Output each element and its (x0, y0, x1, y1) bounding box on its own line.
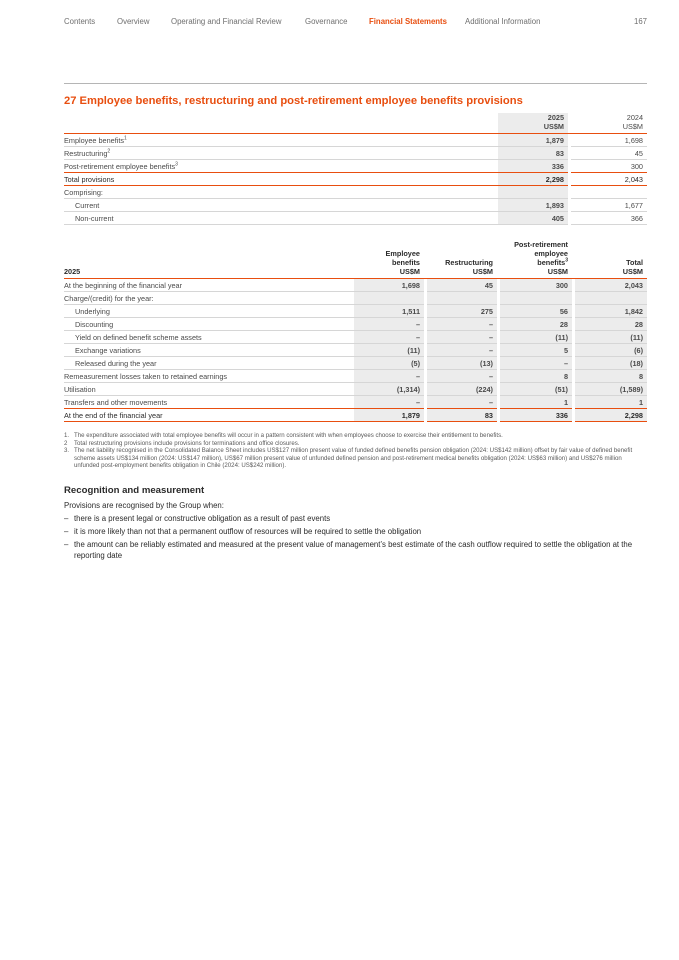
cell-employee-benefits: – (354, 318, 424, 331)
value-2025: 336 (498, 160, 568, 173)
value-2025: 1,893 (498, 199, 568, 212)
cell-restructuring: – (427, 396, 497, 409)
footnote-text: The expenditure associated with total employee benefits will occur in a pattern consistent with when employees choose to exercise their entitlement to benefits. (74, 432, 503, 439)
header-post-retirement: Post-retirement employee benefits$^3$ US$M (500, 240, 572, 279)
nav-operating-financial-review[interactable]: Operating and Financial Review (171, 17, 282, 26)
cell-employee-benefits: – (354, 396, 424, 409)
row-label: At the beginning of the financial year (64, 279, 354, 292)
table-row (64, 160, 647, 173)
cell-employee-benefits: (1,314) (354, 383, 424, 396)
cell-post-retirement: 5 (500, 344, 572, 357)
header-total: Total US$M (575, 240, 647, 279)
footnote-number: 3. (64, 447, 70, 455)
cell-restructuring: – (427, 318, 497, 331)
value-2025 (498, 186, 568, 199)
cell-restructuring: (13) (427, 357, 497, 370)
table1-header-2025: 2025 US$M (498, 113, 568, 134)
cell-employee-benefits: 1,511 (354, 305, 424, 318)
value-2024: 2,043 (571, 173, 647, 186)
table-row (64, 383, 647, 396)
total-row (64, 173, 647, 186)
cell-restructuring: (224) (427, 383, 497, 396)
cell-post-retirement: 28 (500, 318, 572, 331)
recognition-intro: Provisions are recognised by the Group when: (64, 501, 224, 510)
cell-restructuring: 45 (427, 279, 497, 292)
cell-post-retirement: 8 (500, 370, 572, 383)
nav-financial-statements[interactable]: Financial Statements (369, 17, 447, 26)
value-2025: 1,879 (498, 134, 568, 147)
cell-total: 2,298 (575, 409, 647, 422)
footnotes (64, 432, 647, 470)
value-2025: 405 (498, 212, 568, 225)
cell-restructuring: – (427, 331, 497, 344)
cell-employee-benefits: (5) (354, 357, 424, 370)
nav-contents[interactable]: Contents (64, 17, 96, 26)
table-row (64, 212, 647, 225)
cell-total: 2,043 (575, 279, 647, 292)
footnote-text: Total restructuring provisions include provisions for terminations and office closures. (74, 439, 300, 447)
footnote-number: 1. (64, 432, 70, 439)
recognition-heading: Recognition and measurement (64, 485, 205, 496)
row-label: Comprising: (64, 186, 498, 199)
table1-header-row (64, 113, 647, 134)
cell-employee-benefits (354, 292, 424, 305)
cell-total: (18) (575, 357, 647, 370)
row-label: Employee benefits$^1$ (64, 134, 498, 147)
table-row (64, 396, 647, 409)
cell-total: (1,589) (575, 383, 647, 396)
row-label: Released during the year (64, 357, 354, 370)
table1-header-blank (64, 113, 498, 134)
row-label: Restructuring$^2$ (64, 147, 498, 160)
row-label: Total provisions (64, 173, 498, 186)
bullet-dash: – (64, 514, 69, 523)
value-2024: 300 (571, 160, 647, 173)
cell-total (575, 292, 647, 305)
row-label: Discounting (64, 318, 354, 331)
header-employee-benefits: Employee benefits US$M (354, 240, 424, 279)
cell-employee-benefits: – (354, 370, 424, 383)
table-row (64, 199, 647, 212)
cell-post-retirement (500, 292, 572, 305)
cell-total: 8 (575, 370, 647, 383)
list-item-text: the amount can be reliably estimated and measured at the present value of management’s best estimate of the cash outflow required to settle the obligation at the reporting date (74, 540, 633, 560)
cell-total: (11) (575, 331, 647, 344)
page-number: 167 (633, 17, 647, 26)
cell-total: 1 (575, 396, 647, 409)
table-row (64, 186, 647, 199)
cell-employee-benefits: – (354, 331, 424, 344)
cell-total: 1,842 (575, 305, 647, 318)
row-label: Post-retirement employee benefits$^3$ (64, 160, 498, 173)
table-row (64, 357, 647, 370)
cell-restructuring: 83 (427, 409, 497, 422)
list-item (64, 526, 647, 537)
bullet-dash: – (64, 540, 69, 549)
value-2024: 1,698 (571, 134, 647, 147)
table-row (64, 318, 647, 331)
provisions-movement-table (64, 240, 647, 422)
section-title: 27 Employee benefits, restructuring and post-retirement employee benefits provisions (64, 95, 523, 107)
list-item-text: there is a present legal or constructive obligation as a result of past events (74, 514, 331, 523)
nav-additional-information[interactable]: Additional Information (465, 17, 541, 26)
table-row (64, 134, 647, 147)
row-label: Non-current (64, 212, 498, 225)
footnote-text: The net liability recognised in the Consolidated Balance Sheet includes US$127 million present value of funded defined benefits pension obligation (2024: US$142 million) offset by fair value of defined benefit scheme assets US$134 million (2024: US$147 million), US$67 million present value of unfunded defined pension and post-retirement medical benefits obligation (2024: US$63 million) and US$276 million unfunded post-employment benefits obligation in Chile (2024: US$242 million). (74, 447, 633, 470)
value-2025: 83 (498, 147, 568, 160)
list-item (64, 539, 647, 561)
value-2025: 2,298 (498, 173, 568, 186)
table-row (64, 331, 647, 344)
table-row (64, 344, 647, 357)
value-2024: 45 (571, 147, 647, 160)
cell-post-retirement: – (500, 357, 572, 370)
cell-post-retirement: 336 (500, 409, 572, 422)
header-divider (64, 83, 647, 84)
row-label: Underlying (64, 305, 354, 318)
cell-restructuring: – (427, 370, 497, 383)
table2-year-label: 2025 (64, 240, 354, 279)
table-row (64, 279, 647, 292)
top-navigation (64, 17, 647, 29)
table-row (64, 147, 647, 160)
recognition-body (64, 500, 647, 561)
table-row (64, 292, 647, 305)
cell-employee-benefits: (11) (354, 344, 424, 357)
nav-overview[interactable]: Overview (117, 17, 150, 26)
provisions-summary-table (64, 113, 647, 225)
cell-restructuring: 275 (427, 305, 497, 318)
row-label: At the end of the financial year (64, 409, 354, 422)
row-label: Utilisation (64, 383, 354, 396)
row-label: Charge/(credit) for the year: (64, 292, 354, 305)
row-label: Transfers and other movements (64, 396, 354, 409)
cell-post-retirement: (11) (500, 331, 572, 344)
cell-post-retirement: 300 (500, 279, 572, 292)
table2-header-row (64, 240, 647, 279)
cell-employee-benefits: 1,698 (354, 279, 424, 292)
cell-restructuring (427, 292, 497, 305)
cell-total: 28 (575, 318, 647, 331)
value-2024: 366 (571, 212, 647, 225)
table-row (64, 370, 647, 383)
footnote (64, 432, 647, 440)
value-2024: 1,677 (571, 199, 647, 212)
list-item-text: it is more likely than not that a permanent outflow of resources will be required to settle the obligation (74, 527, 422, 536)
value-2024 (571, 186, 647, 199)
cell-post-retirement: 1 (500, 396, 572, 409)
header-restructuring: Restructuring US$M (427, 240, 497, 279)
table-row (64, 305, 647, 318)
nav-governance[interactable]: Governance (305, 17, 348, 26)
cell-total: (6) (575, 344, 647, 357)
list-item (64, 513, 647, 524)
footnote (64, 440, 647, 448)
row-label: Remeasurement losses taken to retained earnings (64, 370, 354, 383)
cell-post-retirement: 56 (500, 305, 572, 318)
table1-header-2024: 2024 US$M (571, 113, 647, 134)
cell-restructuring: – (427, 344, 497, 357)
bullet-dash: – (64, 527, 69, 536)
row-label: Current (64, 199, 498, 212)
cell-post-retirement: (51) (500, 383, 572, 396)
total-row (64, 409, 647, 422)
row-label: Exchange variations (64, 344, 354, 357)
footnote-number: 2 (64, 439, 68, 447)
cell-employee-benefits: 1,879 (354, 409, 424, 422)
footnote (64, 447, 647, 470)
row-label: Yield on defined benefit scheme assets (64, 331, 354, 344)
